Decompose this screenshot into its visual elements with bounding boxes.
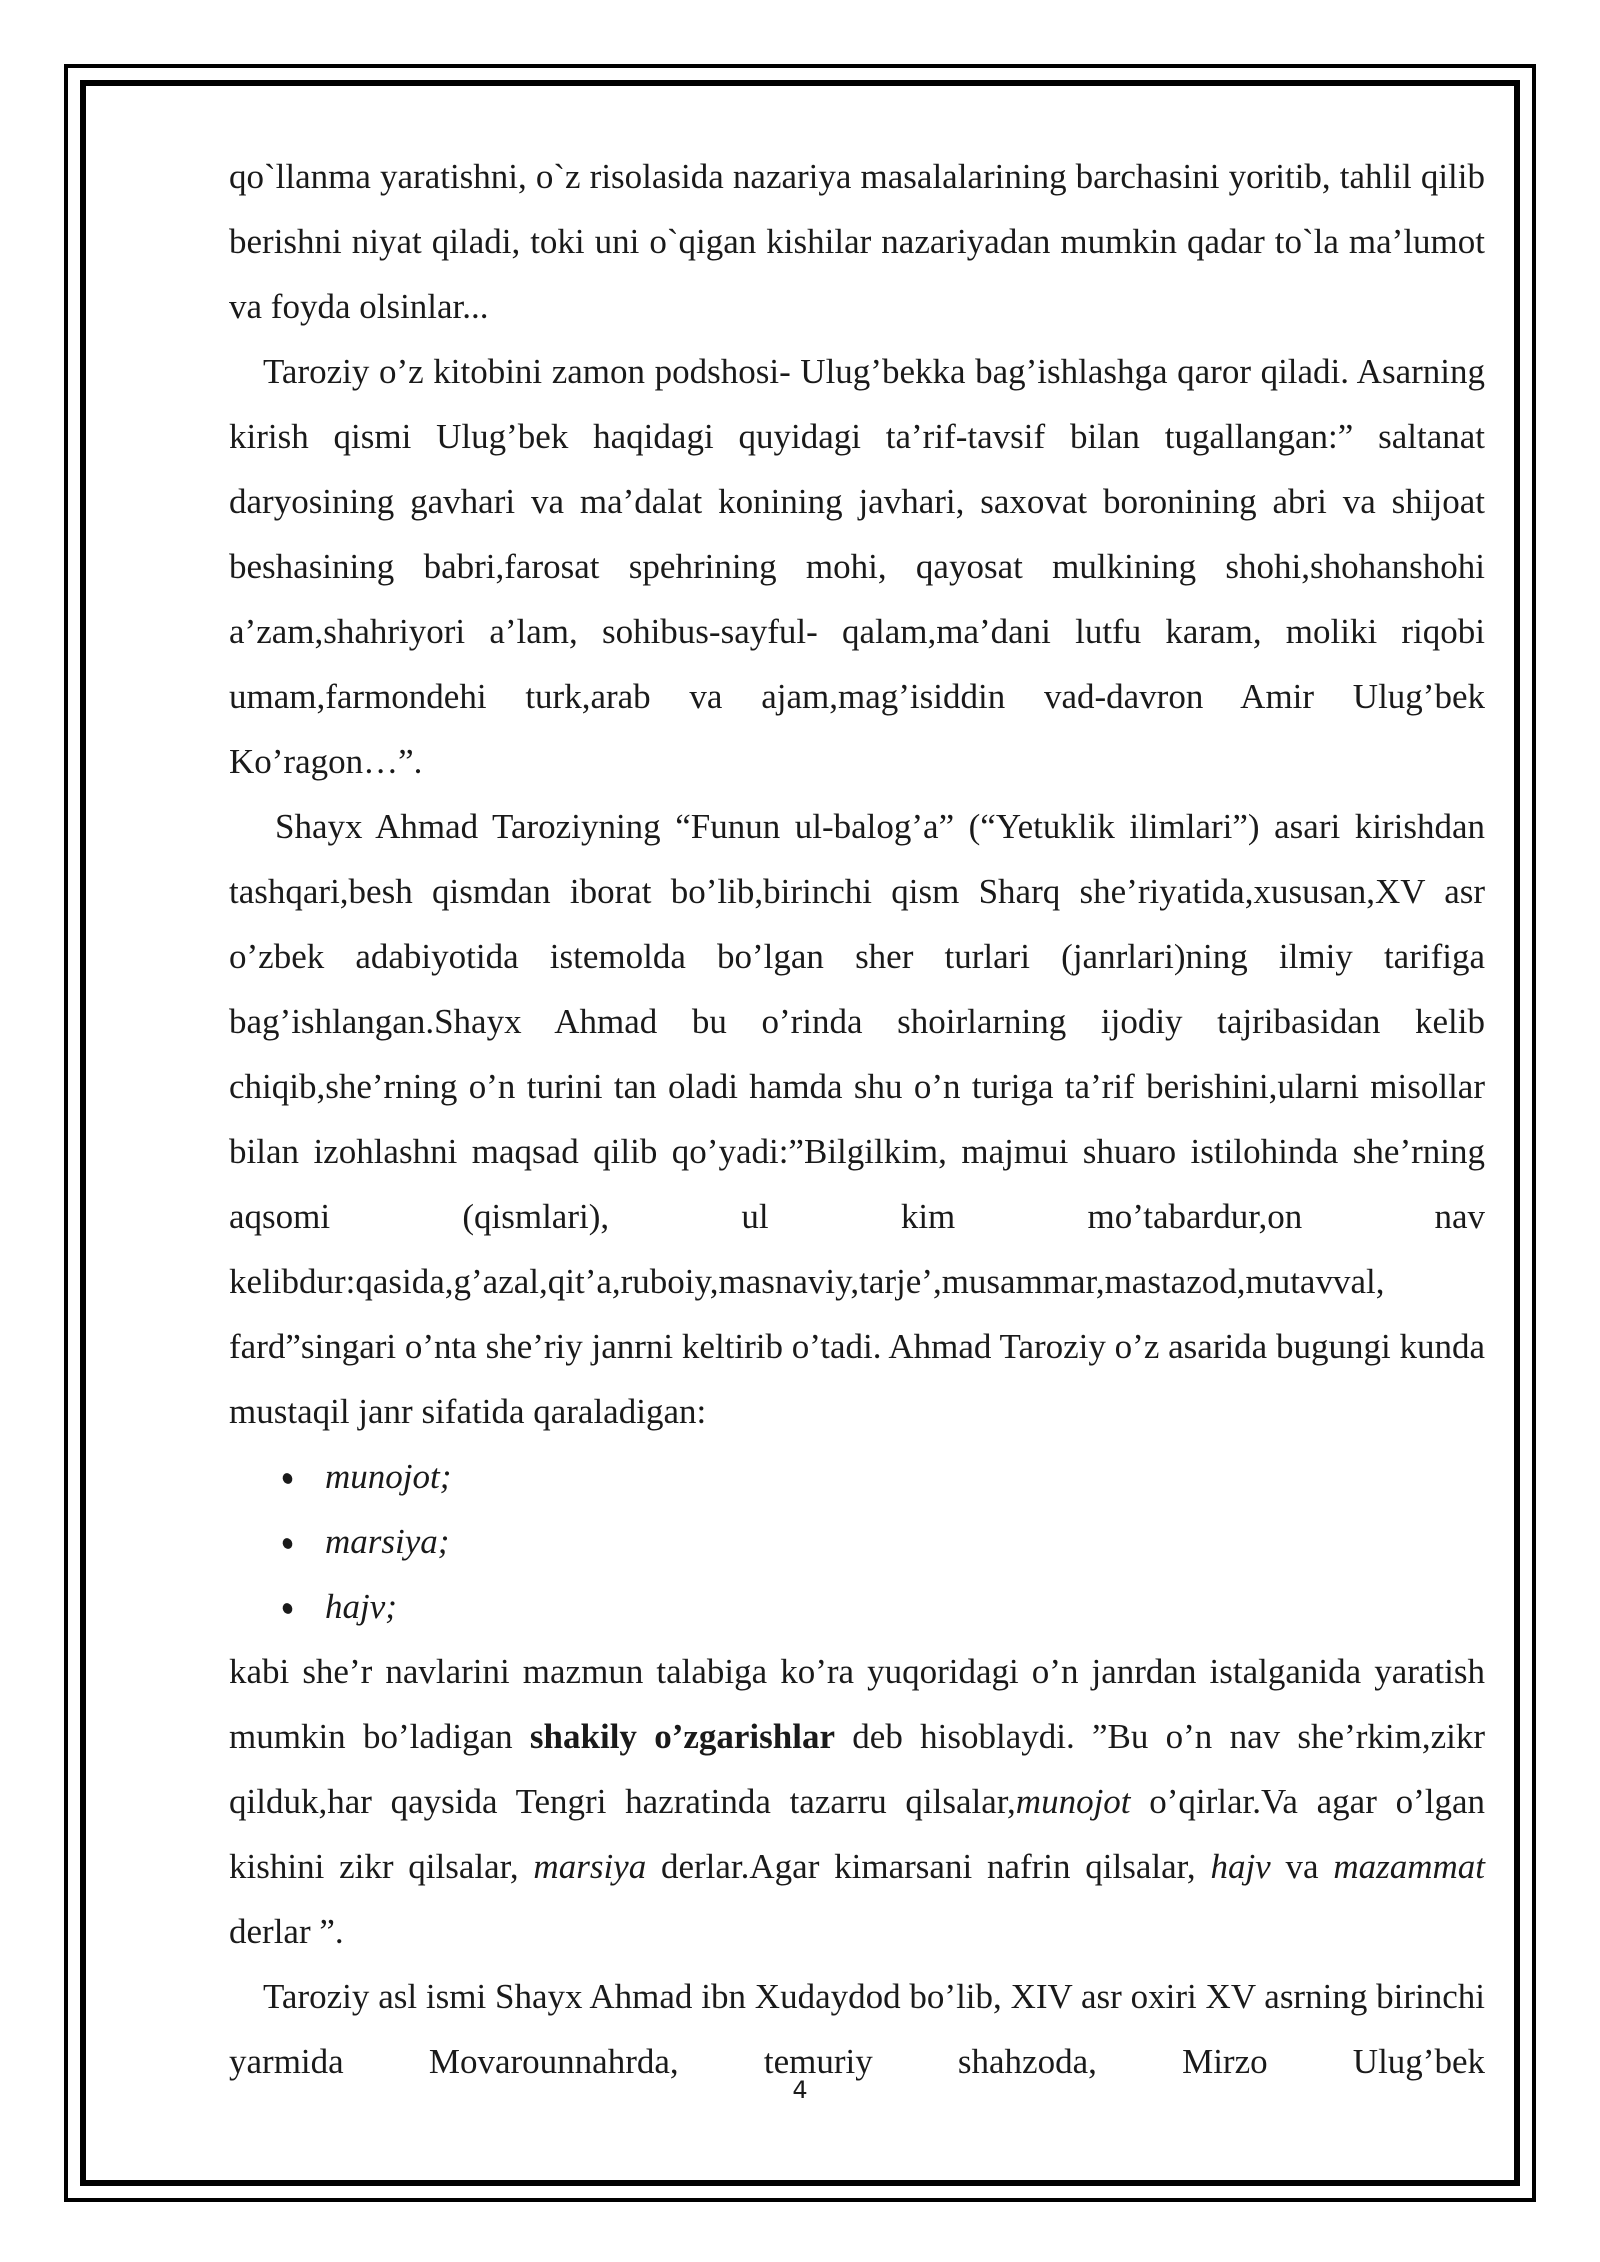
paragraph-4-text: derlar ”. [229, 1912, 344, 1951]
italic-term-munojot: munojot [1015, 1782, 1131, 1821]
paragraph-5: Taroziy asl ismi Shayx Ahmad ibn Xudaydod bo’lib, XIV asr oxiri XV asrning birinchi yarmida Movarounnahrda, temuriy shahzoda, Mirzo Ulug’bek [229, 1977, 1485, 2081]
genre-bullet-list [229, 1444, 1485, 1639]
paragraph-4-text: deb hisoblaydi. ”Bu o’n nav she’rkim,zikr qilduk,har qaysida Tengri hazratinda tazarru qilsalar, [229, 1717, 1485, 1821]
bold-term-shakily: shakily o’zgarishlar [529, 1717, 836, 1756]
italic-term-marsiya: marsiya [533, 1847, 647, 1886]
paragraph-3: Shayx Ahmad Taroziyning “Funun ul-balog’a” (“Yetuklik ilimlari”) asari kirishdan tashqari,besh qismdan iborat bo’lib,birinchi qism Sharq she’riyatida,xususan,XV asr o’zbek adabiyotida istemolda bo’lgan sher turlari (janrlari)ning ilmiy tarifiga bag’ishlangan.Shayx Ahmad bu o’rinda shoirlarning ijodiy tajribasidan kelib chiqib,she’rning o’n turini tan oladi hamda shu o’n turiga ta’rif berishini,ularni misollar bilan izohlashni maqsad qilib qo’yadi:”Bilgilkim, majmui shuaro istilohinda she’rning aqsomi (qismlari), ul kim mo’tabardur,on nav kelibdur:qasida,g’azal,qit’a,ruboiy,masnaviy,tarje’,musammar,mastazod,mutavval, fard”singari o’nta she’riy janrni keltirib o’tadi. Ahmad Taroziy o’z asarida bugungi kunda mustaqil janr sifatida qaraladigan: [229, 807, 1485, 1431]
bullet-item-munojot: munojot; [229, 1444, 1485, 1509]
italic-term-hajv: hajv [1210, 1847, 1271, 1886]
document-body [229, 144, 1485, 2094]
bullet-item-marsiya: marsiya; [229, 1509, 1485, 1574]
paragraph-4 [229, 1639, 1485, 1964]
paragraph-4-text: kabi she’r navlarini mazmun talabiga ko’ra yuqoridagi o’n janrdan istalganida yaratish mumkin bo’ladigan [229, 1652, 1485, 1756]
italic-term-mazammat: mazammat [1333, 1847, 1486, 1886]
paragraph-4-text: o’qirlar.Va agar o’lgan kishini zikr qilsalar, [229, 1782, 1485, 1886]
paragraph-4-text: va [1270, 1847, 1334, 1886]
paragraph-1: qo`llanma yaratishni, o`z risolasida nazariya masalalarining barchasini yoritib, tahlil qilib berishni niyat qiladi, toki uni o`qigan kishilar nazariyadan mumkin qadar to`la ma’lumot va foyda olsinlar... [229, 157, 1485, 326]
bullet-item-hajv: hajv; [229, 1574, 1485, 1639]
paragraph-2: Taroziy o’z kitobini zamon podshosi- Ulug’bekka bag’ishlashga qaror qiladi. Asarning kirish qismi Ulug’bek haqidagi quyidagi ta’rif-tavsif bilan tugallangan:” saltanat daryosining gavhari va ma’dalat konining javhari, saxovat boronining abri va shijoat beshasining babri,farosat spehrining mohi, qayosat mulkining shohi,shohanshohi a’zam,shahriyori a’lam, sohibus-sayful- qalam,ma’dani lutfu karam, moliki riqobi umam,farmondehi turk,arab va ajam,mag’isiddin vad-davron Amir Ulug’bek Ko’ragon…”. [229, 352, 1485, 781]
page-number: 4 [792, 2076, 808, 2104]
paragraph-4-text: derlar.Agar kimarsani nafrin qilsalar, [646, 1847, 1211, 1886]
